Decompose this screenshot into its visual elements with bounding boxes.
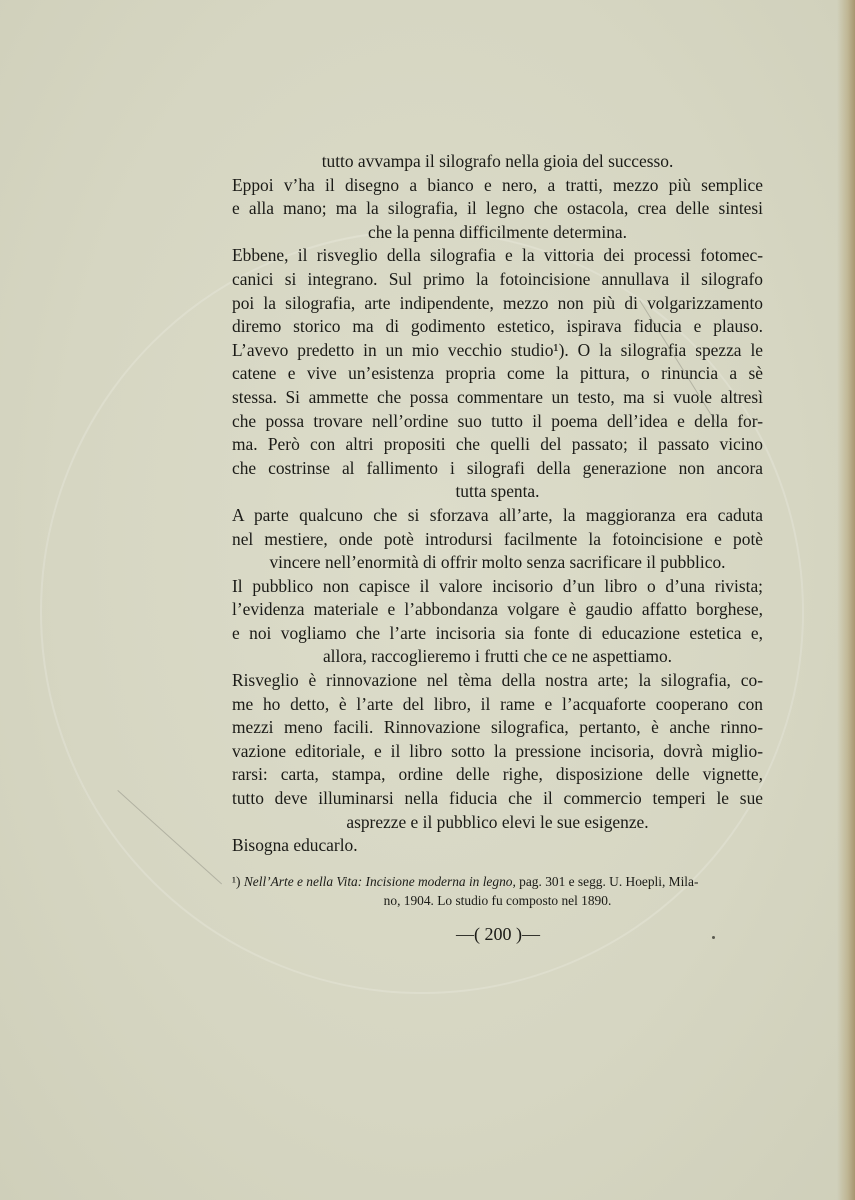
- text-line: stessa. Si ammette che possa commentare un testo, ma si vuole altresì: [232, 386, 763, 407]
- text-line: L’avevo predetto in un mio vecchio studio¹). O la silografia spezza le: [232, 339, 763, 360]
- text-line: l’evidenza materiale e l’abbondanza volgare è gaudio affatto borghese,: [232, 599, 763, 620]
- text-line: tutta spenta.: [455, 481, 540, 502]
- text-line: Il pubblico non capisce il valore incisorio d’un libro o d’una rivista;: [232, 575, 763, 596]
- footnote-details: pag. 301 e segg. U. Hoepli, Mila-: [519, 874, 699, 889]
- text-line: mezzi meno facili. Rinnovazione silografica, pertanto, è anche rinno-: [232, 717, 763, 738]
- text-line: rarsi: carta, stampa, ordine delle righe, disposizione delle vignette,: [232, 764, 763, 785]
- text-line: che possa trovare nell’ordine suo tutto il poema dell’idea e della for-: [232, 410, 763, 431]
- footnote-line-1: [232, 872, 763, 891]
- text-line: catene e vive un’esistenza propria come la pittura, o rinuncia a sè: [232, 363, 763, 384]
- text-line: e alla mano; ma la silografia, il legno che ostacola, crea delle sintesi: [232, 198, 763, 219]
- text-line: che costrinse al fallimento i silografi della generazione non ancora: [232, 457, 763, 478]
- text-line: Eppoi v’ha il disegno a bianco e nero, a tratti, mezzo più semplice: [232, 174, 763, 195]
- page-number: —( 200 )—: [456, 924, 540, 944]
- page-edge-shadow: [837, 0, 855, 1200]
- text-line: vazione editoriale, e il libro sotto la pressione incisoria, dovrà miglio-: [232, 740, 763, 761]
- text-line: nel mestiere, onde potè introdursi facilmente la fotoincisione e potè: [232, 528, 763, 549]
- text-line: che la penna difficilmente determina.: [368, 221, 627, 242]
- paper-crease-line: [117, 790, 222, 884]
- footnote-marker: ¹): [232, 874, 241, 889]
- text-line: tutto deve illuminarsi nella fiducia che il commercio temperi le sue: [232, 788, 763, 809]
- text-line: diremo storico ma di godimento estetico, ispirava fiducia e plauso.: [232, 316, 763, 337]
- footnote-title: Nell’Arte e nella Vita: Incisione moderna in legno,: [243, 874, 516, 889]
- text-line: canici si integrano. Sul primo la fotoincisione annullava il silografo: [232, 268, 763, 289]
- footnote: [232, 872, 763, 910]
- text-line: Bisogna educarlo.: [232, 835, 358, 856]
- text-line: asprezze e il pubblico elevi le sue esigenze.: [346, 811, 649, 832]
- text-line: vincere nell’enormità di offrir molto senza sacrificare il pubblico.: [269, 552, 726, 573]
- body-text: [232, 150, 763, 858]
- ink-speck: [712, 936, 715, 939]
- text-line: poi la silografia, arte indipendente, mezzo non più di volgarizzamento: [232, 292, 763, 313]
- text-line: me ho detto, è l’arte del libro, il rame e l’acquaforte cooperano con: [232, 693, 763, 714]
- text-line: Ebbene, il risveglio della silografia e la vittoria dei processi fotomec-: [232, 245, 763, 266]
- text-line: e noi vogliamo che l’arte incisoria sia fonte di educazione estetica e,: [232, 622, 763, 643]
- text-line: tutto avvampa il silografo nella gioia del successo.: [321, 151, 674, 171]
- text-line: A parte qualcuno che si sforzava all’arte, la maggioranza era caduta: [232, 504, 763, 525]
- text-line: ma. Però con altri propositi che quelli del passato; il passato vicino: [232, 434, 763, 455]
- text-line: allora, raccoglieremo i frutti che ce ne aspettiamo.: [322, 646, 673, 667]
- footnote-line-2: no, 1904. Lo studio fu composto nel 1890.: [383, 893, 612, 908]
- text-line: Risveglio è rinnovazione nel tèma della nostra arte; la silografia, co-: [232, 670, 763, 691]
